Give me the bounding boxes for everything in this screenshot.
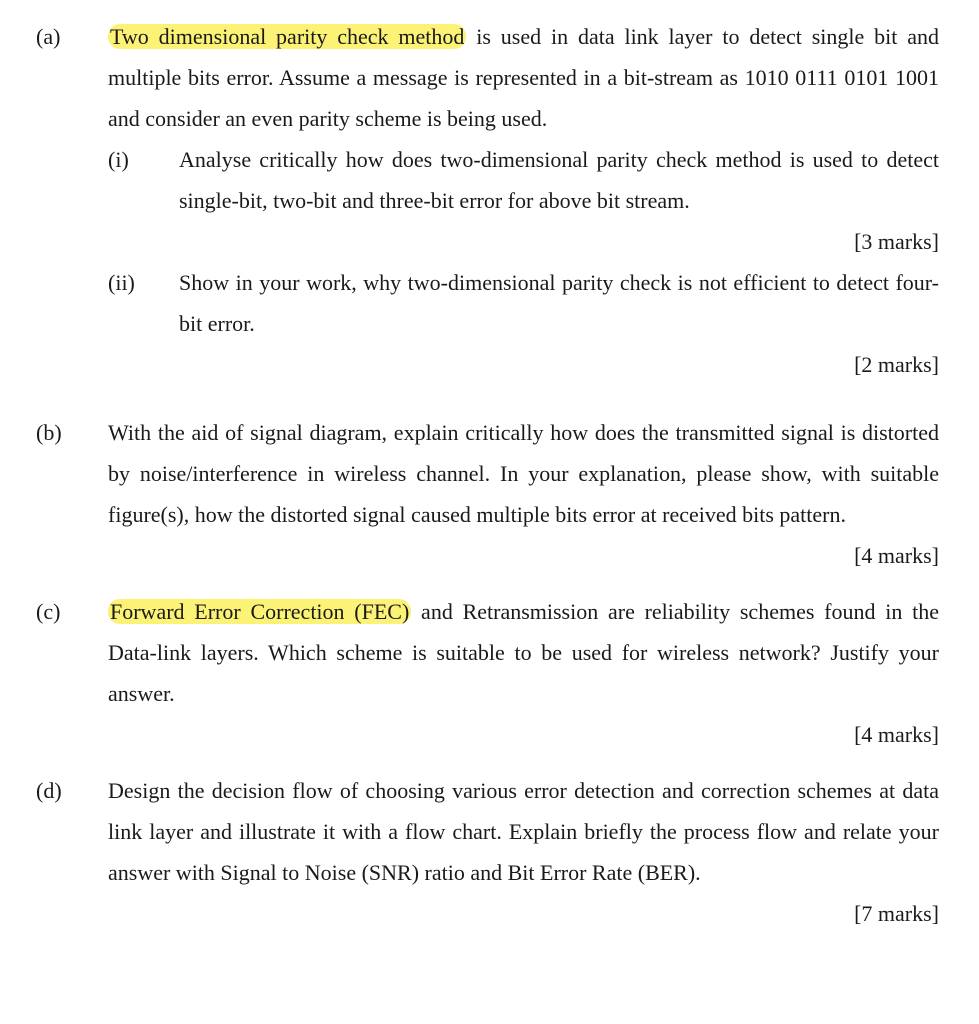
question-a-text	[108, 16, 939, 139]
subpart-a-i-label: (i)	[108, 147, 129, 172]
exam-page	[0, 16, 979, 934]
question-d-label: (d)	[36, 778, 62, 803]
question-a-highlight: Two dimensional parity check method	[110, 24, 465, 49]
marks-c: [4 marks]	[854, 722, 939, 747]
question-a-ii-wrap	[0, 262, 979, 344]
subpart-a-i-text: Analyse critically how does two-dimensional parity check method is used to detect single-bit, two-bit and three-bit error for above bit stream.	[179, 147, 939, 213]
question-a-label: (a)	[36, 24, 61, 49]
question-a-body: is used in data link layer to detect single bit and multiple bits error. Assume a message is represented in a bit-stream as 1010 0111 0101 1001 and consider an even parity scheme is being used.	[108, 24, 939, 131]
question-c-highlight: Forward Error Correction (FEC)	[110, 599, 410, 624]
question-b-text: With the aid of signal diagram, explain critically how does the transmitted signal is distorted by noise/interference in wireless channel. In your explanation, please show, with suitable figure(s), how the distorted signal caused multiple bits error at received bits pattern.	[108, 420, 939, 527]
question-d-text: Design the decision flow of choosing various error detection and correction schemes at data link layer and illustrate it with a flow chart. Explain briefly the process flow and relate your answer with Signal to Noise (SNR) ratio and Bit Error Rate (BER).	[108, 778, 939, 885]
subpart-a-ii	[108, 262, 939, 344]
marks-b: [4 marks]	[854, 543, 939, 568]
subpart-a-i	[108, 139, 939, 221]
marks-a-i: [3 marks]	[854, 229, 939, 254]
question-c	[0, 591, 979, 714]
question-c-label: (c)	[36, 599, 61, 624]
marks-a-ii: [2 marks]	[854, 352, 939, 377]
subpart-a-ii-label: (ii)	[108, 270, 135, 295]
question-b	[0, 412, 979, 535]
question-c-text	[108, 591, 939, 714]
question-a	[0, 16, 979, 221]
subpart-a-ii-text: Show in your work, why two-dimensional parity check is not efficient to detect four-bit error.	[179, 270, 939, 336]
marks-d: [7 marks]	[854, 901, 939, 926]
question-c-body: and Retransmission are reliability schemes found in the Data-link layers. Which scheme is suitable to be used for wireless network? Justify your answer.	[108, 599, 939, 706]
question-d	[0, 770, 979, 893]
question-b-label: (b)	[36, 420, 62, 445]
